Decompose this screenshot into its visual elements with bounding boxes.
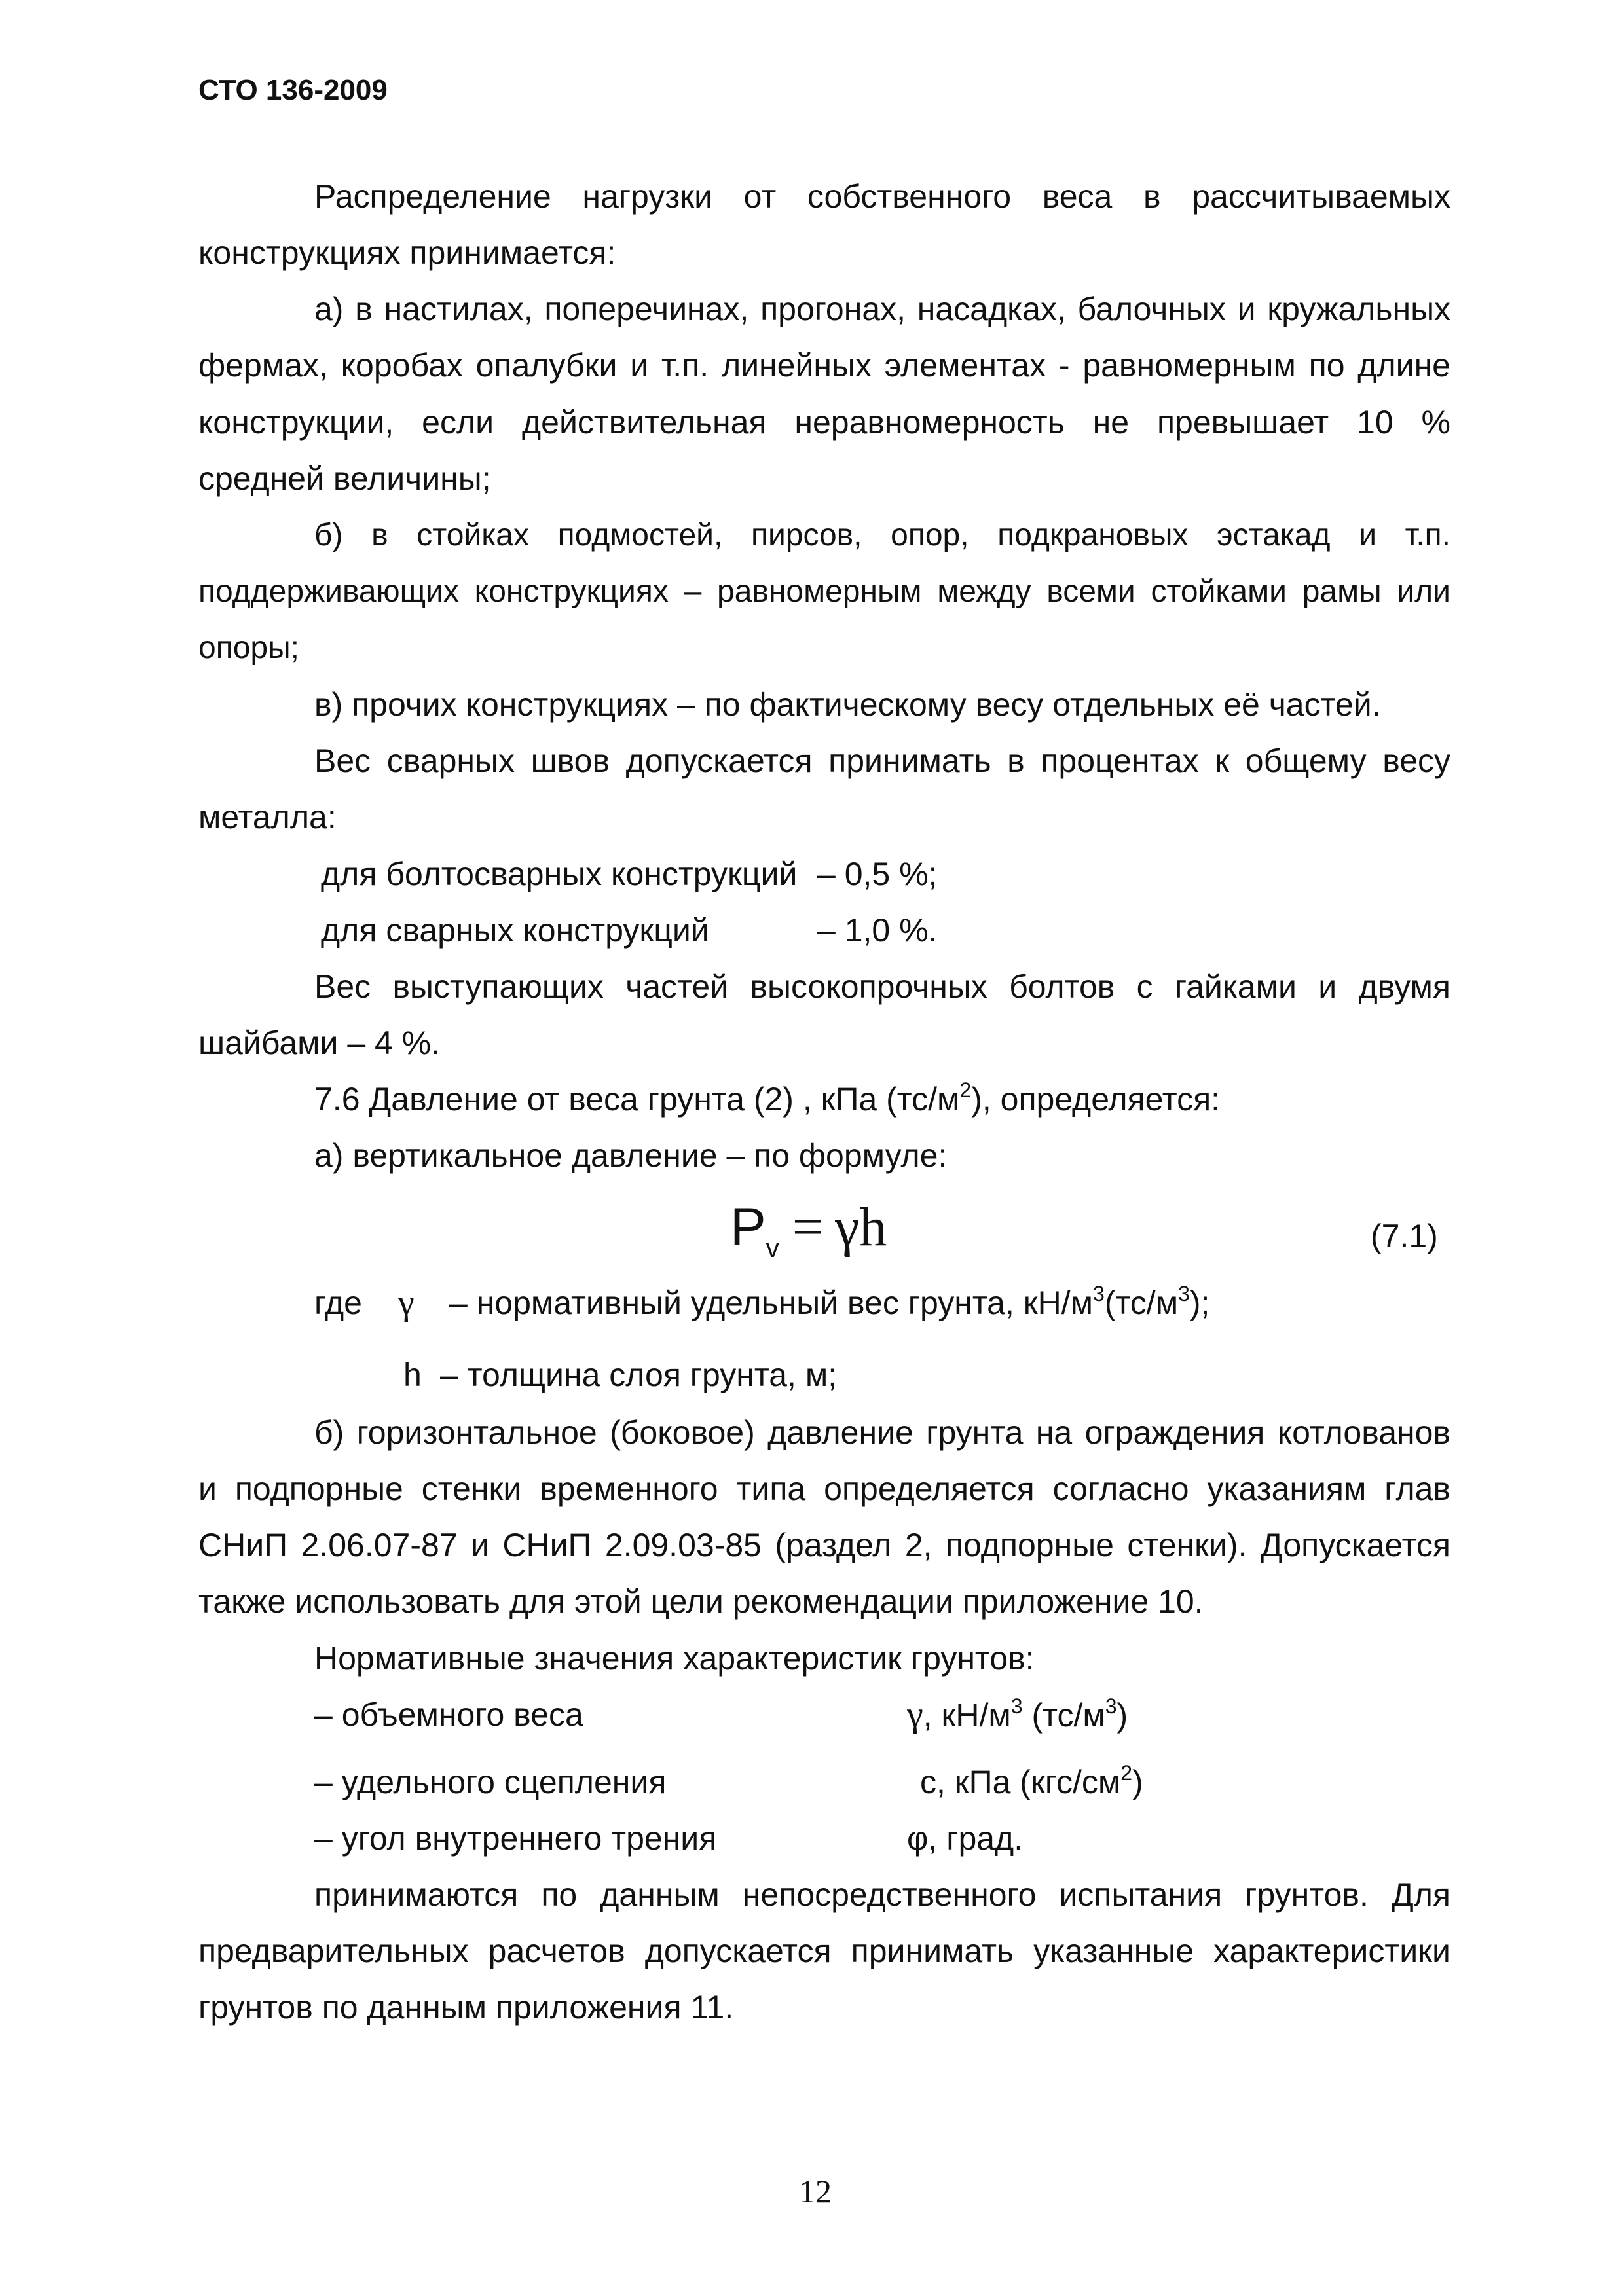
weld-value: – 1,0 %. [817, 912, 938, 949]
list-item-line: а) вертикальное давление – по формуле: [314, 1137, 948, 1174]
list-item-line: СНиП 2.06.07-87 и СНиП 2.09.03-85 (раздел 2, подпорные стенки). Допускается [198, 1527, 1450, 1563]
paragraph-line: принимаются по данным непосредственного испытания грунтов. Для [314, 1876, 1450, 1913]
soil-intro: Нормативные значения характеристик грунтов: [314, 1640, 1035, 1677]
gamma-description: – нормативный удельный вес грунта, $кН/м^3(тс/м^3)$; [449, 1282, 1210, 1321]
weld-label: для сварных конструкций [321, 912, 709, 949]
list-item-line: фермах, коробах опалубки и т.п. линейных элементах - равномерным по длине [198, 347, 1450, 384]
soil-row-label: – удельного сцепления [314, 1764, 667, 1800]
paragraph-line: конструкциях принимается: [198, 234, 616, 271]
section-7-6-heading: 7.6 Давление от веса грунта (2) , кПа $(тс/м^2)$, определяется: [314, 1078, 1221, 1118]
paragraph-line: Вес выступающих частей высокопрочных болтов с гайками и двумя [314, 968, 1450, 1005]
list-item-line: поддерживающих конструкциях – равномерным между всеми стойками рамы или [198, 574, 1450, 609]
soil-row-label: – угол внутреннего трения [314, 1820, 717, 1857]
soil-row-unit: φ, град. [907, 1820, 1024, 1857]
h-description: – толщина слоя грунта, м; [440, 1357, 838, 1393]
formula-number: (7.1) [1371, 1218, 1438, 1254]
paragraph-line: грунтов по данным приложения 11. [198, 1989, 734, 2026]
list-item-line: б) в стойках подмостей, пирсов, опор, подкрановых эстакад и т.п. [314, 518, 1450, 553]
document-code: СТО 136-2009 [198, 74, 388, 106]
paragraph-line: Распределение нагрузки от собственного веса в рассчитываемых [314, 178, 1450, 215]
where-word: где [314, 1285, 362, 1321]
soil-row-label: – объемного веса [314, 1696, 583, 1733]
paragraph-line: предварительных расчетов допускается принимать указанные характеристики [198, 1933, 1450, 1969]
list-item-line: опоры; [198, 630, 299, 665]
list-item-line: б) горизонтальное (боковое) давление грунта на ограждения котлованов [314, 1414, 1450, 1451]
soil-row-unit: γ, $кН/м^3$ $(тс/м^3)$ [907, 1694, 1128, 1735]
list-item-line: в) прочих конструкциях – по фактическому весу отдельных её частей. [314, 686, 1381, 723]
formula-7-1: $P_v = \gamma h$ [730, 1197, 887, 1263]
bolt-weld-value: – 0,5 %; [817, 856, 938, 892]
paragraph-line: Вес сварных швов допускается принимать в процентах к общему весу [314, 742, 1450, 779]
page-number: 12 [799, 2173, 832, 2210]
list-item-line: средней величины; [198, 460, 491, 497]
list-item-line: а) в настилах, поперечинах, прогонах, насадках, балочных и кружальных [314, 291, 1450, 327]
h-symbol: h [403, 1357, 422, 1393]
list-item-line: также использовать для этой цели рекомендации приложение 10. [198, 1583, 1204, 1620]
list-item-line: конструкции, если действительная неравномерность не превышает 10 % [198, 404, 1450, 441]
list-item-line: и подпорные стенки временного типа определяется согласно указаниям глав [198, 1470, 1450, 1507]
paragraph-line: шайбами – 4 %. [198, 1025, 441, 1061]
bolt-weld-label: для болтосварных конструкций [321, 856, 798, 892]
gamma-symbol: γ [398, 1283, 415, 1323]
paragraph-line: металла: [198, 799, 337, 835]
soil-row-unit: с, кПа $(кгс/см^2)$ [920, 1761, 1143, 1800]
